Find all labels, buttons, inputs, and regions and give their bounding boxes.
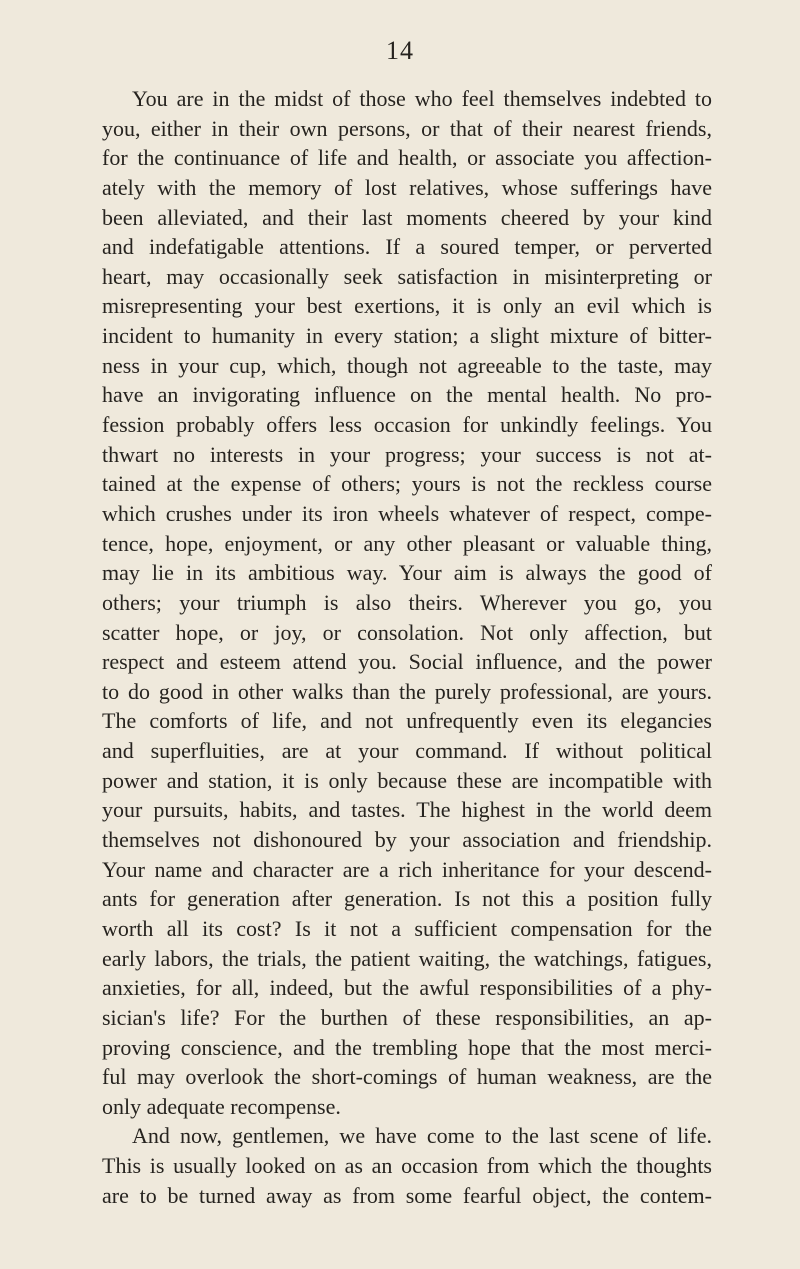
- text-line: You are in the midst of those who feel themselves indebted to: [132, 86, 712, 111]
- page-number: 14: [386, 36, 414, 65]
- text-line: sician's life? For the burthen of these responsibilities, an ap-: [102, 1004, 712, 1030]
- text-line: ness in your cup, which, though not agreeable to the taste, may: [102, 352, 712, 378]
- text-line: others; your triumph is also theirs. Wherever you go, you: [102, 589, 712, 615]
- text-line: are to be turned away as from some fearful object, the contem-: [102, 1182, 712, 1208]
- text-line: respect and esteem attend you. Social influence, and the power: [102, 649, 712, 675]
- text-line: ants for generation after generation. Is not this a position fully: [102, 886, 712, 912]
- text-line: worth all its cost? Is it not a sufficient compensation for the: [102, 915, 712, 941]
- text-line: may lie in its ambitious way. Your aim is always the good of: [102, 560, 712, 586]
- text-line: which crushes under its iron wheels whatever of respect, compe-: [102, 500, 712, 526]
- text-line: incident to humanity in every station; a slight mixture of bitter-: [102, 323, 712, 349]
- text-line: fession probably offers less occasion for unkindly feelings. You: [102, 412, 712, 438]
- text-line: to do good in other walks than the purely professional, are yours.: [102, 678, 712, 704]
- text-line: you, either in their own persons, or that of their nearest friends,: [102, 115, 712, 141]
- text-line: And now, gentlemen, we have come to the last scene of life.: [132, 1123, 712, 1149]
- text-line: anxieties, for all, indeed, but the awful responsibilities of a phy-: [102, 975, 712, 1001]
- text-line: thwart no interests in your progress; your success is not at-: [102, 441, 712, 467]
- text-line: tained at the expense of others; yours is not the reckless course: [102, 471, 712, 497]
- text-line: and superfluities, are at your command. If without political: [102, 738, 712, 764]
- text-line: This is usually looked on as an occasion from which the thoughts: [102, 1153, 712, 1179]
- text-line: The comforts of life, and not unfrequently even its elegancies: [102, 708, 712, 734]
- text-line: been alleviated, and their last moments cheered by your kind: [102, 204, 712, 230]
- text-line: themselves not dishonoured by your association and friendship.: [102, 827, 712, 853]
- text-line: your pursuits, habits, and tastes. The highest in the world deem: [102, 797, 712, 823]
- text-line: misrepresenting your best exertions, it is only an evil which is: [102, 293, 712, 319]
- text-line: early labors, the trials, the patient waiting, the watchings, fatigues,: [102, 945, 712, 971]
- text-line: heart, may occasionally seek satisfaction in misinterpreting or: [102, 263, 712, 289]
- text-line: tence, hope, enjoyment, or any other pleasant or valuable thing,: [102, 530, 712, 556]
- text-line: have an invigorating influence on the mental health. No pro-: [102, 382, 712, 408]
- text-line: ful may overlook the short-comings of human weakness, are the: [102, 1064, 712, 1090]
- text-line: for the continuance of life and health, or associate you affection-: [102, 145, 712, 171]
- text-line: scatter hope, or joy, or consolation. Not only affection, but: [102, 619, 712, 645]
- body-text: [102, 84, 712, 1210]
- text-line: Your name and character are a rich inheritance for your descend-: [102, 856, 712, 882]
- text-line: proving conscience, and the trembling hope that the most merci-: [102, 1034, 712, 1060]
- text-line: power and station, it is only because these are incompatible with: [102, 767, 712, 793]
- text-line: and indefatigable attentions. If a soured temper, or perverted: [102, 234, 712, 260]
- text-line: only adequate recompense.: [102, 1093, 341, 1119]
- text-line: ately with the memory of lost relatives, whose sufferings have: [102, 174, 712, 200]
